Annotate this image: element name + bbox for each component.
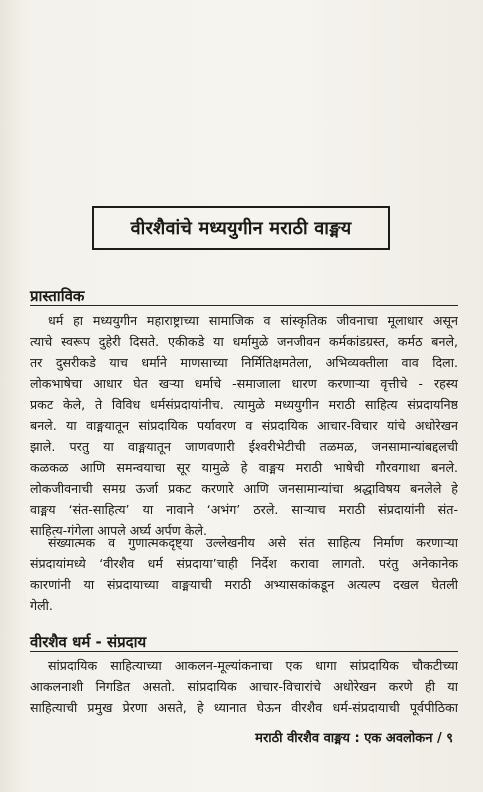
page-footer: मराठी वीरशैव वाङ्मय : एक अवलोकन / ९	[255, 731, 453, 746]
chapter-title: वीरशैवांचे मध्ययुगीन मराठी वाङ्मय	[130, 218, 352, 239]
text-line: त्याचे स्वरूप दुहेरी दिसते. एकीकडे या धर्मामुळे जनजीवन कर्मकांडग्रस्त, कर्मठ बनले,	[30, 334, 458, 349]
text-line: संख्यात्मक व गुणात्मकदृष्ट्या उल्लेखनीय असे संत साहित्य निर्माण करणाऱ्या	[48, 535, 458, 550]
paragraph-1	[30, 310, 458, 541]
chapter-title-box	[92, 206, 390, 250]
text-line: तर दुसरीकडे याच धर्माने माणसाच्या निर्मितिक्षमतेला, अभिव्यक्तीला वाव दिला.	[30, 355, 458, 370]
text-line: धर्म हा मध्ययुगीन महाराष्ट्राच्या सामाजिक व सांस्कृतिक जीवनाचा मूलाधार असून	[48, 313, 458, 328]
text-line: साहित्य-गंगेला आपले अर्घ्य अर्पण केले.	[30, 523, 207, 538]
paragraph-3	[30, 655, 458, 718]
text-line: साहित्याची प्रमुख प्रेरणा असते, हे ध्यानात घेऊन वीरशैव धर्म-संप्रदायाची पूर्वपीठिका	[30, 700, 458, 715]
text-line: आकलनाशी निगडित असतो. सांप्रदायिक आचार-विचारांचे अधोरेखन करणे ही या	[30, 679, 458, 694]
text-line: कळकळ आणि समन्वयाचा सूर यामुळे हे वाङ्मय मराठी भाषेची गौरवगाथा बनले.	[30, 460, 458, 475]
heading-divider	[30, 305, 458, 306]
text-line: लोकजीवनाची समग्र ऊर्जा प्रकट करणारे आणि जनसामान्यांचा श्रद्धाविषय बनलेले हे	[30, 481, 458, 496]
text-line: गेली.	[30, 598, 53, 613]
section-heading-prastavik: प्रास्ताविक	[30, 287, 85, 305]
text-line: प्रकट केले, ते विविध धर्मसंप्रदायांनीच. त्यामुळे मध्ययुगीन मराठी साहित्य संप्रदायनिष्ठ	[30, 397, 458, 412]
text-line: संप्रदायांमध्ये ‘वीरशैव धर्म संप्रदाया’चाही निर्देश करावा लागतो. परंतु अनेकानेक	[30, 556, 458, 571]
paragraph-2	[30, 532, 458, 616]
heading-divider	[30, 651, 458, 652]
section-heading-veershaiv: वीरशैव धर्म - संप्रदाय	[30, 633, 147, 651]
text-line: वाङ्मय ‘संत-साहित्य’ या नावाने ‘अभंग’ ठरले. साऱ्याच मराठी संप्रदायांनी संत-	[30, 502, 458, 517]
text-line: लोकभाषेचा आधार घेत खऱ्या धर्माचे -समाजाला धारण करणाऱ्या वृत्तीचे - रहस्य	[30, 376, 458, 391]
text-line: बनले. या वाङ्मयातून सांप्रदायिक पर्यावरण व संप्रदायिक आचार-विचार यांचे अधोरेखन	[30, 418, 458, 433]
text-line: झाले. परतु या वाङ्मयातून जाणवणारी ईश्वरीभेटीची तळमळ, जनसामान्यांबद्दलची	[30, 439, 458, 454]
text-line: कारणांनी या संप्रदायाच्या वाङ्मयाची मराठी अभ्यासकांकडून अत्यल्प दखल घेतली	[30, 577, 458, 592]
text-line: सांप्रदायिक साहित्याच्या आकलन-मूल्यांकनाचा एक धागा सांप्रदायिक चौकटीच्या	[48, 658, 458, 673]
